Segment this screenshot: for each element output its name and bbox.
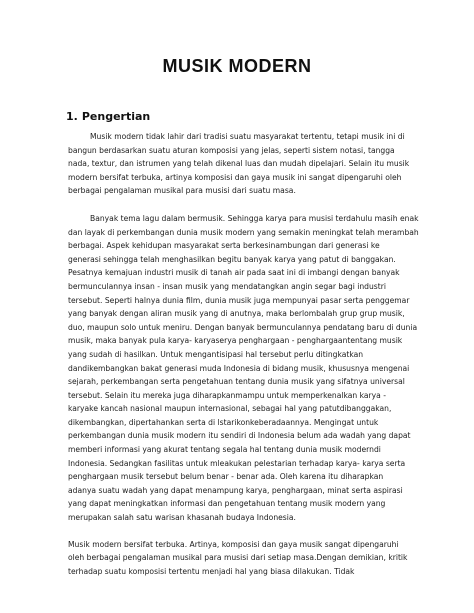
section-heading-text: Pengertian <box>81 110 151 123</box>
paragraph-1 <box>68 130 408 198</box>
paragraph-line: Pesatnya kemajuan industri musik di tanah air pada saat ini di imbangi dengan banyak <box>68 268 400 278</box>
paragraph-line: terhadap suatu komposisi tertentu menjadi hal yang biasa dilakukan. Tidak <box>68 566 355 576</box>
paragraph-line: merupakan salah satu warisan khasanah budaya Indonesia. <box>68 513 296 523</box>
paragraph-line: memberi informasi yang akurat tentang segala hal tentang dunia musik moderndi <box>68 445 381 455</box>
paragraph-2 <box>68 212 419 525</box>
paragraph-line: karyake kancah nasional maupun internasional, sebagai hal yang patutdibanggakan, <box>68 404 392 414</box>
paragraph-line: modern bersifat terbuka, artinya komposisi dan gaya musik ini sangat dipengaruhi oleh <box>68 172 402 182</box>
paragraph-line: yang banyak dengan aliran musik yang di anutnya, maka berlombalah grup grup musik, <box>68 309 405 319</box>
document-title: MUSIK MODERN <box>162 56 312 76</box>
paragraph-line: dandikembangkan bakat generasi muda Indonesia di bidang musik, khususnya mengenai <box>68 363 410 373</box>
paragraph-line: bangun berdasarkan suatu aturan komposisi yang jelas, seperti sistem notasi, tangga <box>68 145 395 155</box>
paragraph-line: Musik modern tidak lahir dari tradisi suatu masyarakat tertentu, tetapi musik ini di <box>90 132 405 141</box>
paragraph-line: Banyak tema lagu dalam bermusik. Sehingga karya para musisi terdahulu masih enak <box>90 213 419 223</box>
paragraph-line: Indonesia. Sedangkan fasilitas untuk mleakukan pelestarian terhadap karya- karya serta <box>68 458 406 468</box>
document-body <box>68 130 419 578</box>
paragraph-line: yang sudah di hasilkan. Untuk mengantisipasi hal tersebut perlu ditingkatkan <box>68 349 364 359</box>
paragraph-line: berbagai pengalaman musikal para musisi dari suatu masa. <box>68 186 296 196</box>
paragraph-line: bermunculannya insan - insan musik yang mendatangkan angin segar bagi industri <box>68 281 386 291</box>
paragraph-line: duo, maupun solo untuk meniru. Dengan banyak bermunculannya pendatang baru di dunia <box>68 322 418 332</box>
paragraph-line: yang dapat meningkatkan informasi dan pengetahuan tentang musik modern yang <box>68 499 386 509</box>
paragraph-line: penghargaan musik tersebut belum benar - benar ada. Oleh karena itu diharapkan <box>68 472 384 482</box>
paragraph-line: dikembangkan, dipertahankan serta di lstarikonkeberadaannya. Mengingat untuk <box>68 417 379 427</box>
paragraph-line: musik, maka banyak pula karya- karyaserya penghargaan - penghargaantentang musik <box>68 336 403 346</box>
paragraph-line: Musik modern bersifat terbuka. Artinya, komposisi dan gaya musik sangat dipengaruhi <box>68 539 399 549</box>
paragraph-3 <box>68 538 408 579</box>
paragraph-line: oleh berbagai pengalaman musikal para musisi dari setiap masa.Dengan demikian, kritik <box>68 553 408 563</box>
paragraph-line: perkembangan dunia musik modern itu sendiri di Indonesia belum ada wadah yang dapat <box>68 431 411 441</box>
paragraph-line: adanya suatu wadah yang dapat menampung karya, penghargaan, minat serta aspirasi <box>68 485 403 495</box>
section-heading <box>66 110 150 123</box>
paragraph-line: nada, textur, dan istrumen yang telah dikenal luas dan mudah dipelajari. Selain itu musik <box>68 159 410 169</box>
section-number: 1. <box>66 110 78 123</box>
paragraph-line: berbagai. Aspek kehidupan masyarakat serta berkesinambungan dari generasi ke <box>68 241 380 251</box>
paragraph-line: tersebut. Selain itu mereka juga diharapkanmampu untuk memperkenalkan karya - <box>68 390 386 400</box>
paragraph-line: generasi sehingga telah menghasilkan begitu banyak karya yang patut di banggakan. <box>68 254 396 264</box>
paragraph-line: dan layak di perkembangan dunia musik modern yang semakin meningkat telah merambah <box>68 227 419 237</box>
paragraph-line: sejarah, perkembangan serta pengetahuan tentang dunia musik yang sifatnya universal <box>68 377 405 387</box>
paragraph-line: tersebut. Seperti halnya dunia film, dunia musik juga mempunyai pasar serta penggemar <box>68 295 410 305</box>
